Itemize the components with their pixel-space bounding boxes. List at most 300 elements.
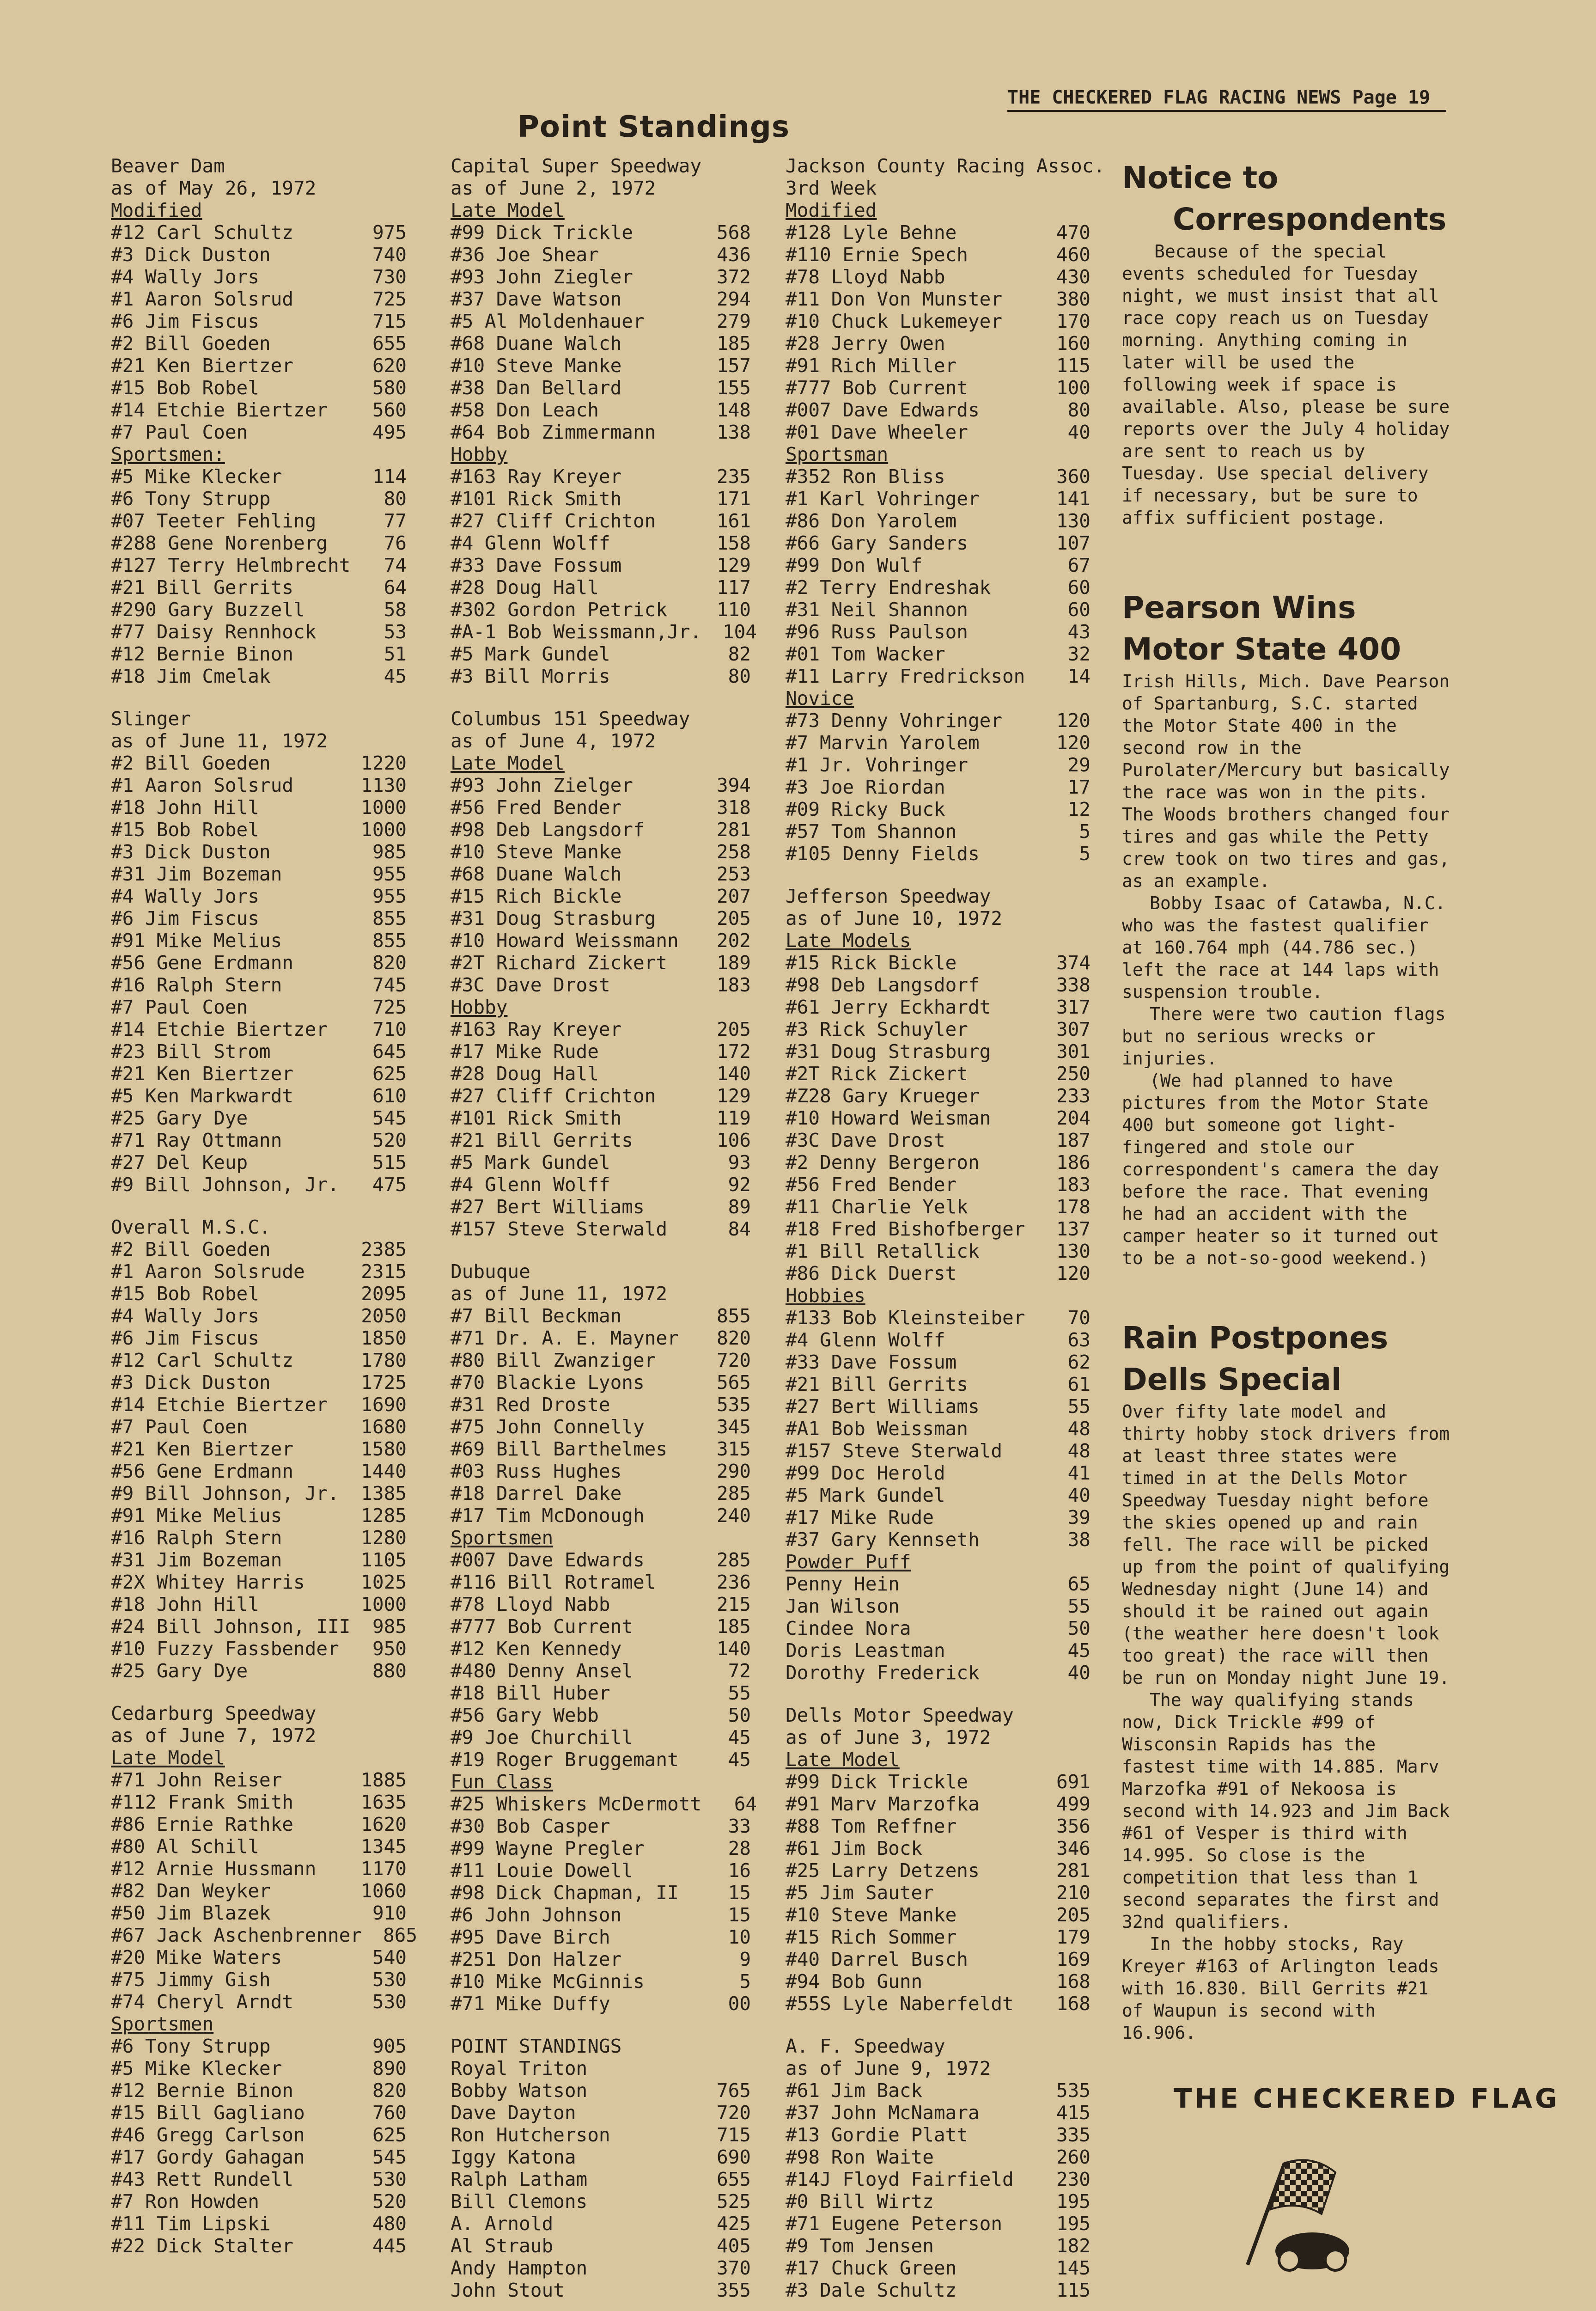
standings-row <box>451 1063 751 1085</box>
driver-name: #56 Gene Erdmann <box>111 1460 293 1482</box>
pearson-paragraph: Irish Hills, Mich. Dave Pearson of Spartanburg, S.C. started the Motor State 400 in the second row in the Purolater/Mercury but basically the race was won in the pits. The Woods brothers changed four tires and gas while the Petty crew took on two tires and gas, as an example. <box>1122 671 1450 891</box>
pearson-article <box>1122 587 1455 1269</box>
driver-name: #58 Don Leach <box>451 399 599 421</box>
standings-row <box>451 399 751 421</box>
driver-name: #15 Bob Robel <box>111 819 259 841</box>
points-value: 356 <box>1056 1815 1090 1837</box>
standings-row <box>786 2168 1090 2190</box>
driver-name: #10 Howard Weissmann <box>451 929 679 952</box>
class-label: Late Model <box>451 752 565 774</box>
standings-row <box>451 2102 751 2124</box>
pearson-paragraph: Bobby Isaac of Catawba, N.C. who was the fastest qualifier at 160.764 mph (44.786 sec.) left the race at 144 laps with suspension trouble. <box>1122 893 1446 1002</box>
points-value: 130 <box>1056 510 1090 532</box>
rain-headline-1: Rain Postpones <box>1122 1320 1389 1356</box>
standings-row <box>786 1970 1090 1993</box>
standings-row <box>786 2190 1090 2213</box>
driver-name: #1 Aaron Solsrud <box>111 288 293 310</box>
points-value: 335 <box>1056 2124 1090 2146</box>
points-value: 436 <box>716 244 751 266</box>
driver-name: #5 Mike Klecker <box>111 465 282 488</box>
standings-row <box>451 1438 751 1460</box>
points-value: 1385 <box>361 1482 407 1504</box>
driver-name: #352 Ron Bliss <box>786 465 945 488</box>
standings-row <box>786 1882 1090 1904</box>
points-value: 202 <box>716 929 751 952</box>
points-value: 129 <box>716 1085 751 1107</box>
standings-section <box>111 708 407 1196</box>
driver-name: #4 Wally Jors <box>111 266 259 288</box>
points-value: 2385 <box>361 1238 407 1260</box>
driver-name: #03 Russ Hughes <box>451 1460 622 1482</box>
points-value: 63 <box>1067 1329 1090 1351</box>
driver-name: #82 Dan Weyker <box>111 1880 271 1902</box>
driver-name: #78 Lloyd Nabb <box>451 1593 610 1615</box>
points-value: 76 <box>384 532 407 554</box>
points-value: 171 <box>716 488 751 510</box>
section-heading: Jackson County Racing Assoc. <box>786 155 1105 177</box>
points-value: 1345 <box>361 1835 407 1858</box>
points-value: 182 <box>1056 2235 1090 2257</box>
points-value: 338 <box>1056 974 1090 996</box>
standings-row <box>786 1639 1090 1662</box>
points-value: 568 <box>716 221 751 244</box>
standings-row <box>111 2079 407 2102</box>
standings-row <box>786 1351 1090 1373</box>
driver-name: #94 Bob Gunn <box>786 1970 923 1993</box>
points-value: 5 <box>1079 843 1090 865</box>
points-value: 53 <box>384 621 407 643</box>
points-value: 58 <box>384 599 407 621</box>
standings-row <box>111 974 407 996</box>
standings-row <box>451 1793 757 1815</box>
points-value: 1440 <box>361 1460 407 1482</box>
standings-row <box>111 1769 407 1791</box>
points-value: 100 <box>1056 377 1090 399</box>
points-value: 710 <box>372 1018 407 1040</box>
class-label: Fun Class <box>451 1771 554 1793</box>
driver-name: #21 Ken Biertzer <box>111 1063 293 1085</box>
standings-row <box>451 510 751 532</box>
points-value: 625 <box>372 1063 407 1085</box>
points-value: 580 <box>372 377 407 399</box>
standings-row <box>786 2124 1090 2146</box>
driver-name: Royal Triton <box>451 2057 588 2079</box>
standings-row <box>451 244 751 266</box>
class-label: Novice <box>786 687 854 709</box>
standings-row <box>111 1283 407 1305</box>
points-value: 745 <box>372 974 407 996</box>
driver-name: #09 Ricky Buck <box>786 798 945 820</box>
standings-row <box>786 2257 1090 2279</box>
points-value: 950 <box>372 1638 407 1660</box>
driver-name: #61 Jim Back <box>786 2079 923 2102</box>
driver-name: #7 Ron Howden <box>111 2190 259 2213</box>
points-value: 40 <box>1067 421 1090 443</box>
points-value: 10 <box>728 1926 751 1948</box>
standings-row <box>451 2124 751 2146</box>
points-value: 187 <box>1056 1129 1090 1151</box>
standings-row <box>786 576 1090 599</box>
page-title: Point Standings <box>518 110 790 144</box>
standings-row <box>111 643 407 665</box>
standings-column-1 <box>111 155 418 2277</box>
points-value: 540 <box>372 1946 407 1969</box>
points-value: 74 <box>384 554 407 576</box>
driver-name: #77 Daisy Rennhock <box>111 621 317 643</box>
points-value: 307 <box>1056 1018 1090 1040</box>
standings-row <box>111 2124 407 2146</box>
checkered-flag-logo <box>1174 2083 1560 2302</box>
points-value: 168 <box>1056 1993 1090 2015</box>
points-value: 89 <box>728 1196 751 1218</box>
driver-name: #2T Richard Zickert <box>451 952 667 974</box>
standings-row <box>786 465 1090 488</box>
pearson-body <box>1122 670 1455 1269</box>
driver-name: #99 Doc Herold <box>786 1462 945 1484</box>
standings-row <box>451 885 751 907</box>
points-value: 370 <box>716 2257 751 2279</box>
standings-row <box>111 554 407 576</box>
points-value: 445 <box>372 2235 407 2257</box>
points-value: 48 <box>1067 1440 1090 1462</box>
driver-name: #30 Bob Casper <box>451 1815 610 1837</box>
standings-row <box>451 310 751 332</box>
driver-name: #22 Dick Stalter <box>111 2235 293 2257</box>
standings-row <box>451 332 751 355</box>
driver-name: #110 Ernie Spech <box>786 244 968 266</box>
points-value: 250 <box>1056 1063 1090 1085</box>
points-value: 120 <box>1056 1262 1090 1284</box>
points-value: 55 <box>1067 1395 1090 1418</box>
points-value: 183 <box>716 974 751 996</box>
points-value: 720 <box>716 1349 751 1371</box>
standings-row <box>111 1107 407 1129</box>
driver-name: #777 Bob Current <box>786 377 968 399</box>
driver-name: #2X Whitey Harris <box>111 1571 305 1593</box>
section-heading: Dells Motor Speedway <box>786 1704 1014 1726</box>
points-value: 84 <box>728 1218 751 1240</box>
points-value: 00 <box>728 1993 751 2015</box>
points-value: 372 <box>716 266 751 288</box>
points-value: 160 <box>1056 332 1090 355</box>
points-value: 560 <box>372 399 407 421</box>
section-heading: as of May 26, 1972 <box>111 177 317 199</box>
points-value: 690 <box>716 2146 751 2168</box>
driver-name: #3 Dick Duston <box>111 841 271 863</box>
points-value: 40 <box>1067 1662 1090 1684</box>
notice-text: Because of the special events scheduled for Tuesday night, we must insist that all race copy reach us on Tuesday morning. Anything coming in later will be used the following week if space is available. Also, please be sure reports over the July 4 holiday are sent to reach us by Tuesday. Use special delivery if necessary, but be sure to affix sufficient postage. <box>1122 241 1450 528</box>
points-value: 725 <box>372 288 407 310</box>
points-value: 64 <box>384 576 407 599</box>
standings-row <box>111 1813 407 1835</box>
driver-name: #9 Tom Jensen <box>786 2235 934 2257</box>
standings-row <box>786 1484 1090 1506</box>
standings-row <box>786 1837 1090 1859</box>
points-value: 415 <box>1056 2102 1090 2124</box>
driver-name: #78 Lloyd Nabb <box>786 266 945 288</box>
standings-row <box>451 952 751 974</box>
notice-body <box>1122 240 1455 529</box>
points-value: 1105 <box>361 1549 407 1571</box>
standings-row <box>451 1040 751 1063</box>
driver-name: #43 Rett Rundell <box>111 2168 293 2190</box>
driver-name: #50 Jim Blazek <box>111 1902 271 1924</box>
points-value: 499 <box>1056 1793 1090 1815</box>
points-value: 355 <box>716 2279 751 2301</box>
points-value: 565 <box>716 1371 751 1394</box>
standings-row <box>451 488 751 510</box>
points-value: 185 <box>716 1615 751 1638</box>
standings-row <box>786 1462 1090 1484</box>
standings-row <box>786 554 1090 576</box>
points-value: 138 <box>716 421 751 443</box>
standings-row <box>451 1660 751 1682</box>
standings-row <box>786 1793 1090 1815</box>
standings-row <box>451 221 751 244</box>
points-value: 1635 <box>361 1791 407 1813</box>
points-value: 178 <box>1056 1196 1090 1218</box>
points-value: 45 <box>728 1726 751 1749</box>
standings-row <box>111 996 407 1018</box>
section-heading: as of June 11, 1972 <box>451 1283 667 1305</box>
points-value: 77 <box>384 510 407 532</box>
standings-row <box>451 1327 751 1349</box>
points-value: 107 <box>1056 532 1090 554</box>
points-value: 545 <box>372 1107 407 1129</box>
points-value: 855 <box>372 907 407 929</box>
standings-row <box>111 1593 407 1615</box>
standings-row <box>111 1327 407 1349</box>
standings-row <box>451 1305 751 1327</box>
points-value: 115 <box>1056 355 1090 377</box>
driver-name: #A1 Bob Weissman <box>786 1418 968 1440</box>
class-label: Modified <box>111 199 202 221</box>
standings-row <box>111 2035 407 2057</box>
driver-name: #31 Neil Shannon <box>786 599 968 621</box>
points-value: 1780 <box>361 1349 407 1371</box>
points-value: 15 <box>728 1904 751 1926</box>
points-value: 360 <box>1056 465 1090 488</box>
standings-row <box>786 621 1090 643</box>
driver-name: #157 Steve Sterwald <box>451 1218 667 1240</box>
points-value: 172 <box>716 1040 751 1063</box>
driver-name: #18 John Hill <box>111 796 259 819</box>
standings-row <box>786 1218 1090 1240</box>
driver-name: #3C Dave Drost <box>786 1129 945 1151</box>
points-value: 1725 <box>361 1371 407 1394</box>
standings-row <box>786 221 1090 244</box>
standings-row <box>786 798 1090 820</box>
points-value: 281 <box>716 819 751 841</box>
driver-name: #11 Larry Fredrickson <box>786 665 1025 687</box>
driver-name: #21 Bill Gerrits <box>451 1129 633 1151</box>
points-value: 215 <box>716 1593 751 1615</box>
standings-section <box>786 155 1105 865</box>
standings-row <box>111 1416 407 1438</box>
points-value: 525 <box>716 2190 751 2213</box>
notice-headline-1: Notice to <box>1122 160 1279 196</box>
standings-row <box>786 355 1090 377</box>
driver-name: #93 John Zielger <box>451 774 633 796</box>
driver-name: Penny Hein <box>786 1573 900 1595</box>
standings-row <box>786 1395 1090 1418</box>
class-label: Powder Puff <box>786 1551 911 1573</box>
standings-row <box>786 2079 1090 2102</box>
class-label: Sportsmen <box>451 1527 554 1549</box>
standings-row <box>786 1018 1090 1040</box>
driver-name: #5 Mark Gundel <box>786 1484 945 1506</box>
driver-name: #5 Ken Markwardt <box>111 1085 293 1107</box>
standings-row <box>786 732 1090 754</box>
points-value: 955 <box>372 885 407 907</box>
points-value: 5 <box>1079 820 1090 843</box>
points-value: 158 <box>716 532 751 554</box>
standings-row <box>451 421 751 443</box>
driver-name: #5 Mark Gundel <box>451 643 610 665</box>
driver-name: #80 Al Schill <box>111 1835 259 1858</box>
driver-name: #75 John Connelly <box>451 1416 645 1438</box>
driver-name: #5 Al Moldenhauer <box>451 310 645 332</box>
standings-column-2 <box>451 155 757 2311</box>
points-value: 137 <box>1056 1218 1090 1240</box>
points-value: 1690 <box>361 1394 407 1416</box>
driver-name: Cindee Nora <box>786 1617 911 1639</box>
driver-name: #37 Dave Watson <box>451 288 622 310</box>
driver-name: #7 Paul Coen <box>111 1416 248 1438</box>
driver-name: #07 Teeter Fehling <box>111 510 317 532</box>
standings-row <box>786 974 1090 996</box>
points-value: 62 <box>1067 1351 1090 1373</box>
points-value: 530 <box>372 2168 407 2190</box>
standings-row <box>111 1880 407 1902</box>
standings-row <box>111 1018 407 1040</box>
standings-row <box>111 1638 407 1660</box>
driver-name: #302 Gordon Petrick <box>451 599 667 621</box>
points-value: 535 <box>716 1394 751 1416</box>
driver-name: #12 Ken Kennedy <box>451 1638 622 1660</box>
driver-name: #7 Marvin Yarolem <box>786 732 980 754</box>
driver-name: #75 Jimmy Gish <box>111 1969 271 1991</box>
points-value: 51 <box>384 643 407 665</box>
driver-name: #01 Tom Wacker <box>786 643 945 665</box>
driver-name: #290 Gary Buzzell <box>111 599 305 621</box>
standings-row <box>786 1595 1090 1617</box>
points-value: 45 <box>384 665 407 687</box>
driver-name: #5 Mark Gundel <box>451 1151 610 1174</box>
points-value: 60 <box>1067 576 1090 599</box>
standings-row <box>451 819 751 841</box>
driver-name: #3 Rick Schuyler <box>786 1018 968 1040</box>
class-label: Late Models <box>786 929 911 952</box>
points-value: 1000 <box>361 1593 407 1615</box>
points-value: 301 <box>1056 1040 1090 1063</box>
points-value: 610 <box>372 1085 407 1107</box>
points-value: 17 <box>1067 776 1090 798</box>
driver-name: #116 Bill Rotramel <box>451 1571 656 1593</box>
driver-name: #86 Don Yarolem <box>786 510 957 532</box>
driver-name: #56 Fred Bender <box>786 1174 957 1196</box>
standings-row <box>111 1660 407 1682</box>
section-heading: as of June 3, 1972 <box>786 1726 991 1749</box>
driver-name: #15 Rich Bickle <box>451 885 622 907</box>
driver-name: #11 Tim Lipski <box>111 2213 271 2235</box>
points-value: 865 <box>383 1924 418 1946</box>
driver-name: #19 Roger Bruggemant <box>451 1749 679 1771</box>
points-value: 80 <box>728 665 751 687</box>
points-value: 14 <box>1067 665 1090 687</box>
driver-name: #86 Ernie Rathke <box>111 1813 293 1835</box>
points-value: 33 <box>728 1815 751 1837</box>
section-heading: as of June 9, 1972 <box>786 2057 991 2079</box>
driver-name: #61 Jerry Eckhardt <box>786 996 991 1018</box>
driver-name: #112 Frank Smith <box>111 1791 293 1813</box>
standings-row <box>451 1416 751 1438</box>
driver-name: #21 Bill Gerrits <box>786 1373 968 1395</box>
driver-name: #31 Jim Bozeman <box>111 1549 282 1571</box>
driver-name: #1 Karl Vohringer <box>786 488 980 510</box>
driver-name: #15 Bob Robel <box>111 377 259 399</box>
driver-name: #31 Doug Strasburg <box>786 1040 991 1063</box>
class-label: Sportsman <box>786 443 889 465</box>
driver-name: #18 Darrel Dake <box>451 1482 622 1504</box>
standings-row <box>111 532 407 554</box>
driver-name: #66 Gary Sanders <box>786 532 968 554</box>
points-value: 520 <box>372 2190 407 2213</box>
standings-row <box>111 1902 407 1924</box>
standings-row <box>111 1858 407 1880</box>
standings-row <box>786 1993 1090 2015</box>
points-value: 185 <box>716 332 751 355</box>
driver-name: #3 Dick Duston <box>111 1371 271 1394</box>
driver-name: #10 Chuck Lukemeyer <box>786 310 1002 332</box>
driver-name: #23 Bill Strom <box>111 1040 271 1063</box>
points-value: 230 <box>1056 2168 1090 2190</box>
standings-row <box>786 1174 1090 1196</box>
driver-name: #10 Howard Weisman <box>786 1107 991 1129</box>
driver-name: #480 Denny Ansel <box>451 1660 633 1682</box>
driver-name: #9 Joe Churchill <box>451 1726 633 1749</box>
section-heading: as of June 4, 1972 <box>451 730 656 752</box>
points-value: 148 <box>716 399 751 421</box>
standings-row <box>451 1815 751 1837</box>
points-value: 394 <box>716 774 751 796</box>
race-car-icon <box>1275 2232 1349 2270</box>
standings-row <box>786 820 1090 843</box>
standings-row <box>451 1970 751 1993</box>
driver-name: #80 Bill Zwanziger <box>451 1349 656 1371</box>
points-value: 905 <box>372 2035 407 2057</box>
points-value: 195 <box>1056 2190 1090 2213</box>
standings-row <box>786 2279 1090 2301</box>
driver-name: #91 Rich Miller <box>786 355 957 377</box>
section-heading: A. F. Speedway <box>786 2035 945 2057</box>
standings-row <box>111 1549 407 1571</box>
standings-row <box>111 1791 407 1813</box>
standings-row <box>111 1394 407 1416</box>
driver-name: #17 Mike Rude <box>786 1506 934 1528</box>
points-value: 129 <box>716 554 751 576</box>
standings-row <box>786 1662 1090 1684</box>
driver-name: #12 Bernie Binon <box>111 643 293 665</box>
standings-row <box>111 621 407 643</box>
points-value: 40 <box>1067 1484 1090 1506</box>
driver-name: #12 Arnie Hussmann <box>111 1858 317 1880</box>
driver-name: #5 Mike Klecker <box>111 2057 282 2079</box>
standings-row <box>451 2235 751 2257</box>
driver-name: #12 Carl Schultz <box>111 221 293 244</box>
standings-row <box>451 2057 751 2079</box>
points-value: 880 <box>372 1660 407 1682</box>
